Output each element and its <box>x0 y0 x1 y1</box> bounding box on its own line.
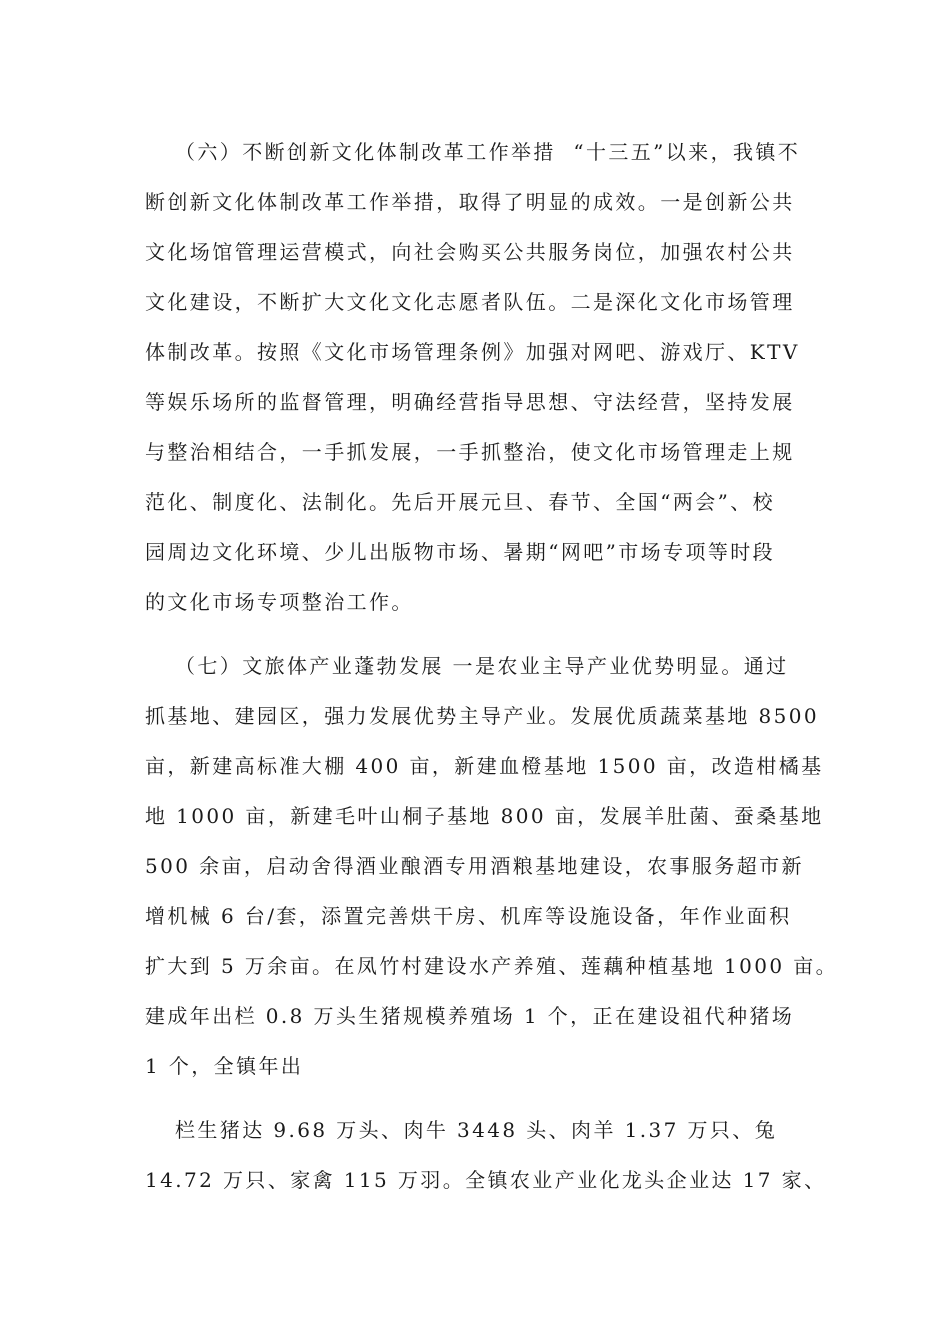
paragraph-7-line-1: （七）文旅体产业蓬勃发展 一是农业主导产业优势明显。通过 <box>175 654 789 678</box>
paragraph-6-line-10: 的文化市场专项整治工作。 <box>145 590 414 614</box>
paragraph-7-line-4: 地 1000 亩，新建毛叶山桐子基地 800 亩，发展羊肚菌、蚕桑基地 <box>145 804 824 828</box>
paragraph-7-line-5: 500 余亩，启动舍得酒业酿酒专用酒粮基地建设，农事服务超市新 <box>145 854 804 878</box>
paragraph-6-line-5: 体制改革。按照《文化市场管理条例》加强对网吧、游戏厅、KTV <box>145 340 800 364</box>
paragraph-7-line-2: 抓基地、建园区，强力发展优势主导产业。发展优质蔬菜基地 8500 <box>145 704 820 728</box>
paragraph-7-line-3: 亩，新建高标准大棚 400 亩，新建血橙基地 1500 亩，改造柑橘基 <box>145 754 824 778</box>
paragraph-8-line-1: 栏生猪达 9.68 万头、肉牛 3448 头、肉羊 1.37 万只、兔 <box>175 1118 778 1142</box>
paragraph-6-line-1: （六）不断创新文化体制改革工作举措 “十三五”以来，我镇不 <box>175 140 801 164</box>
paragraph-8-line-2: 14.72 万只、家禽 115 万羽。全镇农业产业化龙头企业达 17 家、 <box>145 1168 827 1192</box>
paragraph-6-line-3: 文化场馆管理运营模式，向社会购买公共服务岗位，加强农村公共 <box>145 240 795 264</box>
paragraph-7-line-6: 增机械 6 台/套，添置完善烘干房、机库等设施设备，年作业面积 <box>145 904 792 928</box>
paragraph-7-line-7: 扩大到 5 万余亩。在凤竹村建设水产养殖、莲藕种植基地 1000 亩。 <box>145 954 839 978</box>
paragraph-7-line-9: 1 个，全镇年出 <box>145 1054 304 1078</box>
paragraph-6-line-4: 文化建设，不断扩大文化文化志愿者队伍。二是深化文化市场管理 <box>145 290 795 314</box>
paragraph-6-line-2: 断创新文化体制改革工作举措，取得了明显的成效。一是创新公共 <box>145 190 795 214</box>
paragraph-6-line-8: 范化、制度化、法制化。先后开展元旦、春节、全国“两会”、校 <box>145 490 776 514</box>
paragraph-6-line-6: 等娱乐场所的监督管理，明确经营指导思想、守法经营，坚持发展 <box>145 390 795 414</box>
paragraph-6-line-7: 与整治相结合，一手抓发展，一手抓整治，使文化市场管理走上规 <box>145 440 795 464</box>
paragraph-7-line-8: 建成年出栏 0.8 万头生猪规模养殖场 1 个，正在建设祖代种猪场 <box>145 1004 795 1028</box>
paragraph-6-line-9: 园周边文化环境、少儿出版物市场、暑期“网吧”市场专项等时段 <box>145 540 776 564</box>
